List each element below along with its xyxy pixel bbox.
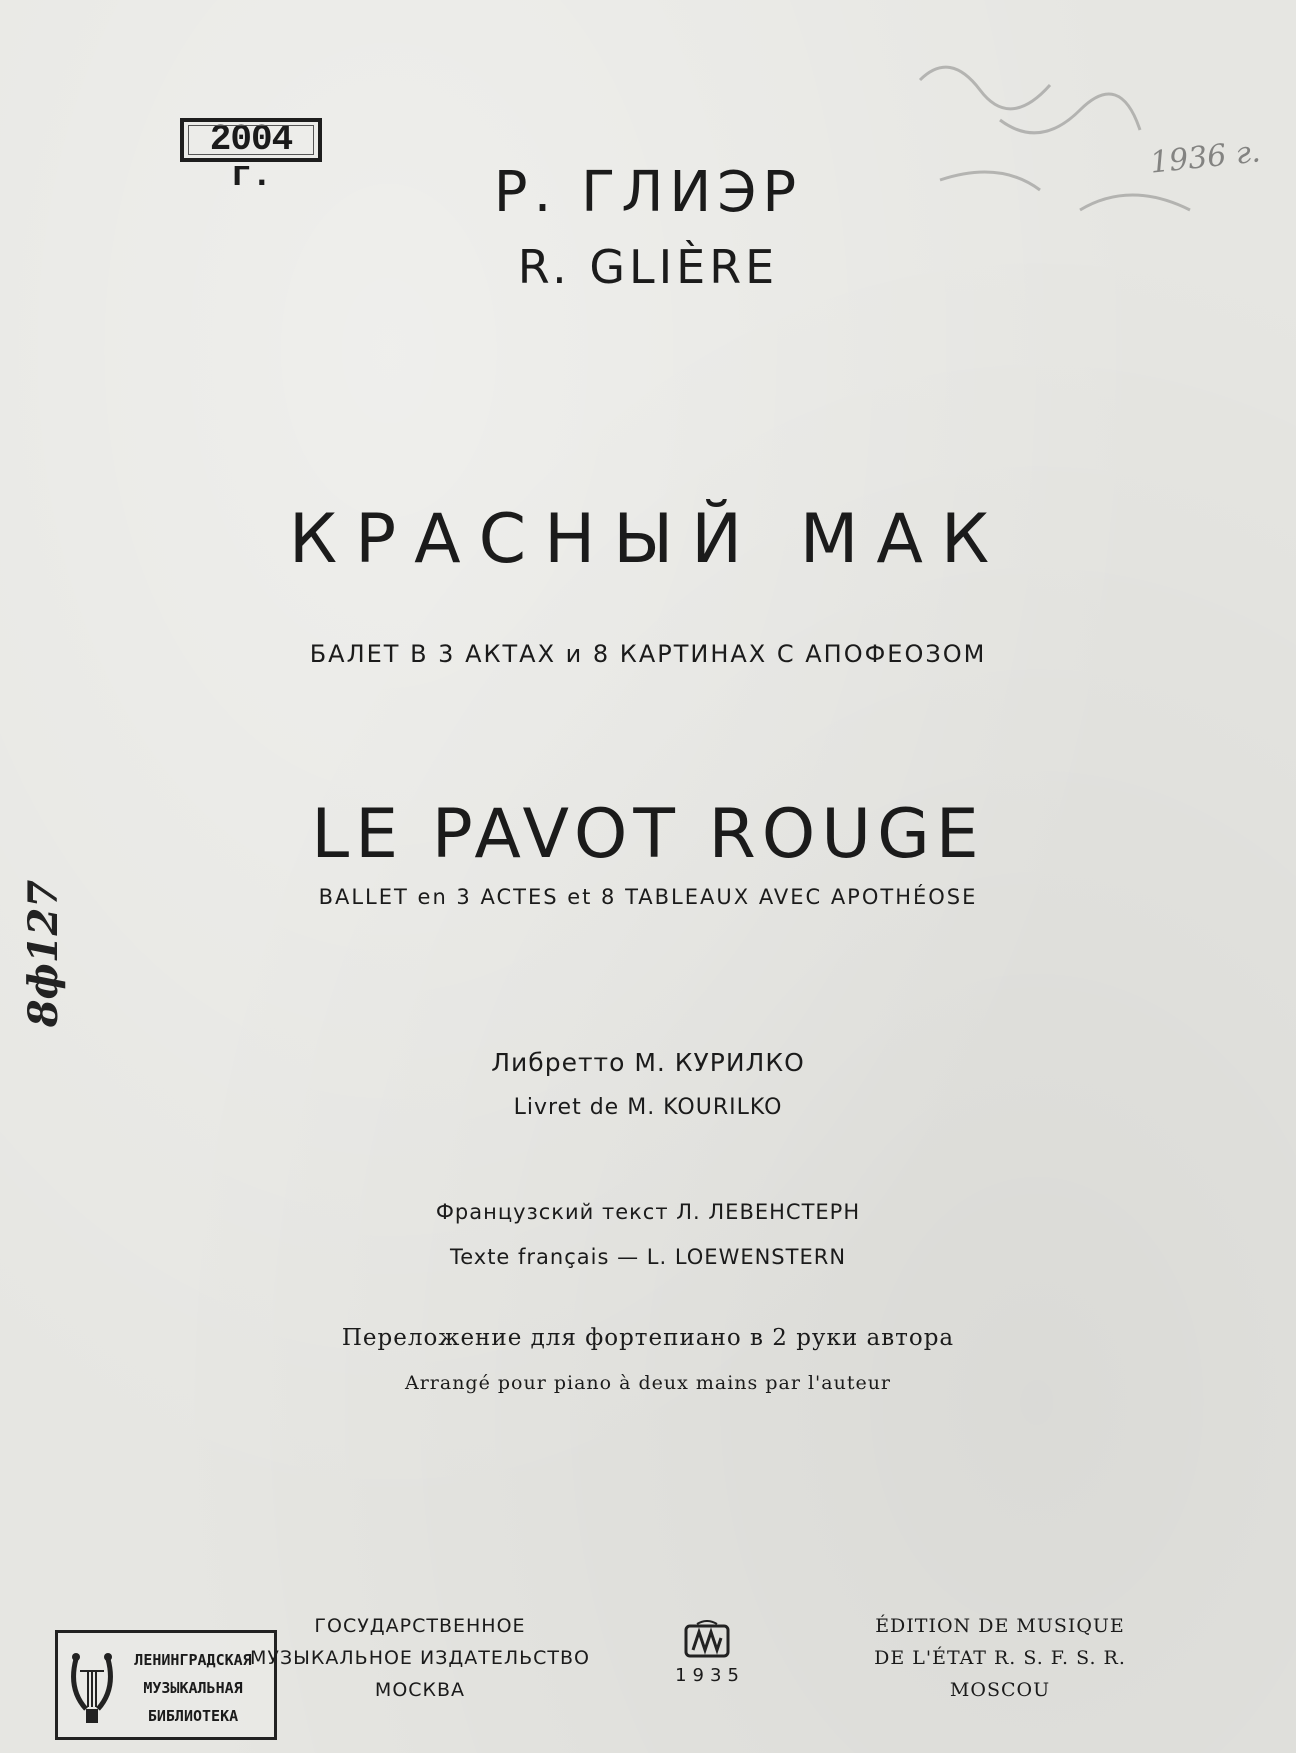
title-ru: КРАСНЫЙ МАК: [288, 500, 1008, 579]
composer-name-ru: Р. ГЛИЭР: [493, 160, 803, 225]
libretto-ru: Либретто М. КУРИЛКО: [491, 1048, 805, 1077]
publication-year: 1935: [675, 1665, 745, 1686]
library-stamp-line-2: МУЗЫКАЛЬНАЯ: [143, 1679, 243, 1697]
subtitle-fr: BALLET en 3 ACTES et 8 TABLEAUX AVEC APOTHÉOSE: [318, 885, 978, 909]
publisher-fr-line-3: MOSCOU: [949, 1679, 1051, 1701]
libretto-fr: Livret de M. KOURILKO: [513, 1095, 783, 1120]
accession-stamp: 2004 г.: [180, 118, 322, 162]
publisher-logo-icon: [683, 1620, 731, 1660]
publisher-ru-line-3: МОСКВА: [374, 1679, 466, 1701]
library-stamp-line-3: БИБЛИОТЕКА: [147, 1707, 239, 1725]
arrangement-ru: Переложение для фортепиано в 2 руки автора: [341, 1325, 955, 1351]
library-stamp-line-1: ЛЕНИНГРАДСКАЯ: [134, 1651, 252, 1669]
publisher-ru-line-2: МУЗЫКАЛЬНОЕ ИЗДАТЕЛЬСТВО: [249, 1647, 591, 1669]
handwritten-shelf-mark: 8ф127: [20, 879, 68, 1028]
publisher-fr: [820, 1610, 1180, 1706]
title-fr: LE PAVOT ROUGE: [311, 795, 985, 874]
translation-credit-ru: Французский текст Л. ЛЕВЕНСТЕРН: [435, 1200, 861, 1224]
composer-name-en: R. GLIÈRE: [517, 240, 779, 294]
publisher-fr-line-2: DE L'ÉTAT R. S. F. S. R.: [874, 1647, 1126, 1669]
subtitle-ru: БАЛЕТ В 3 АКТАХ и 8 КАРТИНАХ С АПОФЕОЗОМ: [309, 640, 987, 668]
publisher-ru-line-1: ГОСУДАРСТВЕННОЕ: [314, 1615, 526, 1637]
publisher-fr-line-1: ÉDITION DE MUSIQUE: [875, 1615, 1125, 1637]
library-stamp: [55, 1630, 277, 1740]
translation-credit-fr: Texte français — L. LOEWENSTERN: [449, 1245, 847, 1269]
publisher-ru: [245, 1610, 595, 1706]
arrangement-fr: Arrangé pour piano à deux mains par l'auteur: [404, 1372, 892, 1394]
handwritten-note-top-right: 1936 г.: [1148, 134, 1263, 181]
